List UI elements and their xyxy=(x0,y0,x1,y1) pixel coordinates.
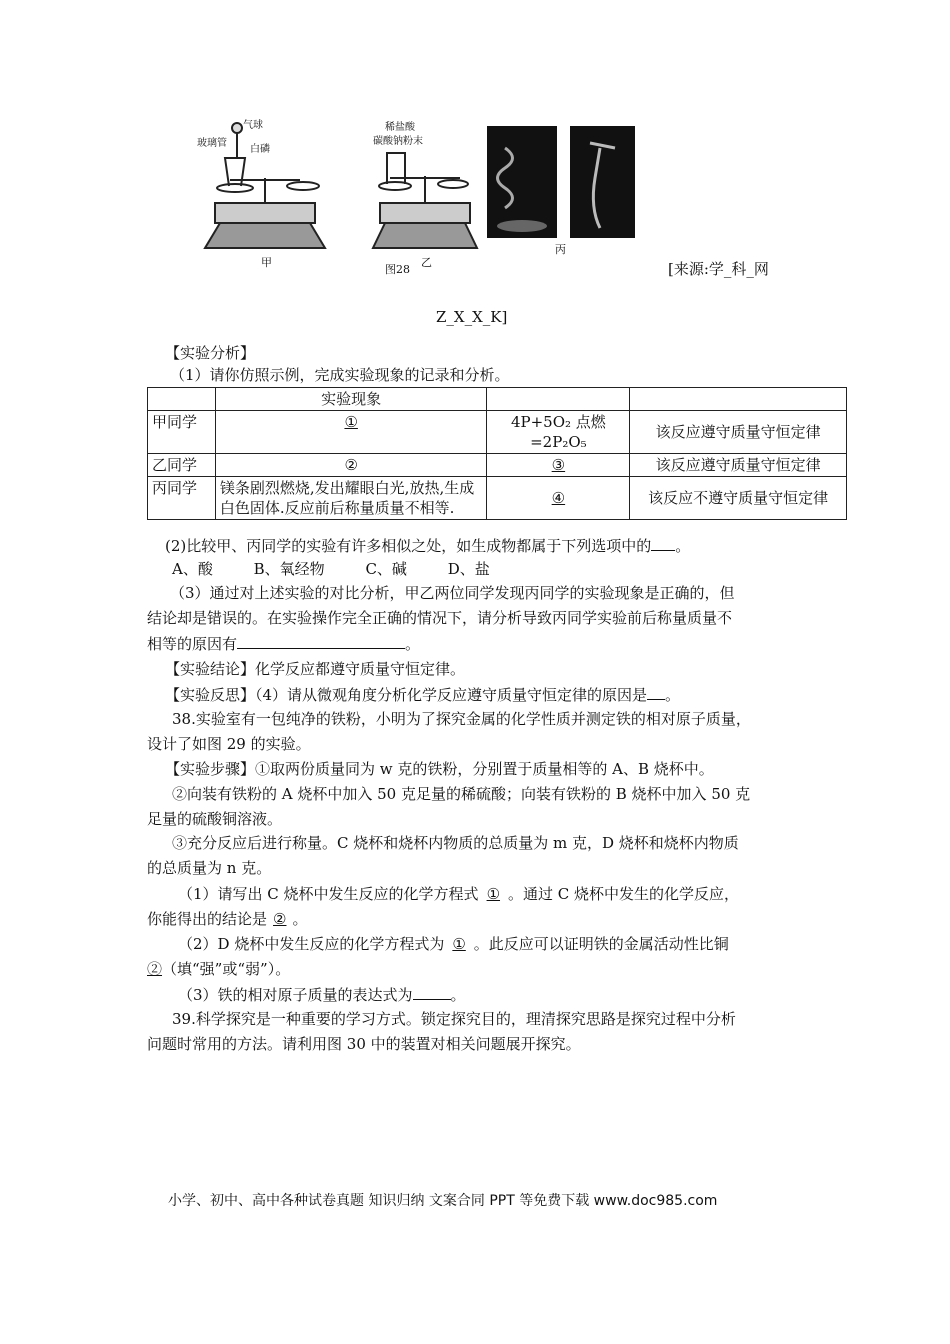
balance-yi xyxy=(373,153,477,248)
label-white-phosphorus: 白磷 xyxy=(250,144,270,155)
label-balloon: 气球 xyxy=(243,120,263,131)
answer-blank-4[interactable]: ④ xyxy=(551,489,566,507)
source-note-2: Z_X_X_K] xyxy=(436,308,508,326)
phenomenon-cell: 镁条剧烈燃烧,发出耀眼白光,放热,生成白色固体.反应前后称量质量不相等. xyxy=(215,477,487,520)
q38-step-3-line-1: ③充分反应后进行称量。C 烧杯和烧杯内物质的总质量为 m 克，D 烧杯和烧杯内物质 xyxy=(172,834,739,852)
figure-caption: 图28 xyxy=(385,263,410,276)
answer-blank-2[interactable]: ② xyxy=(344,456,358,474)
q38-sub-2-end: （填“强”或“弱”）。 xyxy=(162,960,291,978)
label-yi: 乙 xyxy=(421,256,432,269)
q38-sub-1-line-2 xyxy=(147,908,307,930)
q38-step-1: 【实验步骤】①取两份质量同为 w 克的铁粉，分别置于质量相等的 A、B 烧杯中。 xyxy=(165,760,714,778)
q38-sub-2-line-2 xyxy=(147,958,290,980)
question-3-line-1: （3）通过对上述实验的对比分析，甲乙两位同学发现丙同学的实验现象是正确的，但 xyxy=(170,584,735,602)
answer-blank-q3[interactable] xyxy=(237,632,405,649)
q38-step-3-line-2: 的总质量为 n 克。 xyxy=(147,859,272,877)
student-name: 丙同学 xyxy=(148,477,216,520)
q38-sub-1-end: 。 xyxy=(292,910,308,928)
question-2-end: 。 xyxy=(675,537,691,555)
option-d: D、盐 xyxy=(447,560,490,578)
question-3-end: 。 xyxy=(405,635,421,653)
q38-sub-2-text: （2）D 烧杯中发生反应的化学方程式为 xyxy=(178,935,445,953)
question-3-text: 相等的原因有 xyxy=(147,635,238,653)
reflection-text: 【实验反思】（4）请从微观角度分析化学反应遵守质量守恒定律的原因是 xyxy=(165,686,648,704)
q38-sub-1-text-3: 你能得出的结论是 xyxy=(147,910,268,928)
label-bing: 丙 xyxy=(555,243,566,256)
q38-sub-3-end: 。 xyxy=(450,986,466,1004)
label-glass-tube: 玻璃管 xyxy=(197,138,227,149)
q38-sub-3-text: （3）铁的相对原子质量的表达式为 xyxy=(178,986,413,1004)
answer-blank-3[interactable]: ③ xyxy=(551,456,566,474)
label-dilute-hcl: 稀盐酸 xyxy=(385,122,415,133)
conclusion-cell: 该反应遵守质量守恒定律 xyxy=(630,454,847,477)
student-name: 甲同学 xyxy=(148,411,216,454)
q39-line-2: 问题时常用的方法。请利用图 30 中的装置对相关问题展开探究。 xyxy=(147,1035,581,1053)
equation-cell: 4P+5O₂ 点燃 =2P₂O₅ xyxy=(487,411,630,454)
answer-blank-q4[interactable] xyxy=(647,683,665,700)
q38-sub-2 xyxy=(178,933,729,955)
q38-sub-2-text-2: 。此反应可以证明铁的金属活动性比铜 xyxy=(473,935,729,953)
q38-step-2-line-1: ②向装有铁粉的 A 烧杯中加入 50 克足量的稀硫酸；向装有铁粉的 B 烧杯中加入 50 克 xyxy=(172,785,751,803)
answer-blank-q38-1-1[interactable]: ① xyxy=(486,885,501,903)
label-sodium-carbonate: 碳酸钠粉末 xyxy=(373,136,423,147)
answer-blank-q38-2-2[interactable]: ② xyxy=(147,960,163,978)
student-name: 乙同学 xyxy=(148,454,216,477)
answer-blank-q2[interactable] xyxy=(651,534,675,551)
question-1: （1）请你仿照示例，完成实验现象的记录和分析。 xyxy=(170,366,510,384)
question-2 xyxy=(165,534,690,557)
option-b: B、氧经物 xyxy=(253,560,325,578)
figure-28 xyxy=(195,118,640,278)
q38-line-1: 38.实验室有一包纯净的铁粉，小明为了探究金属的化学性质并测定铁的相对原子质量， xyxy=(172,710,751,728)
question-3-line-2: 结论却是错误的。在实验操作完全正确的情况下，请分析导致丙同学实验前后称量质量不 xyxy=(147,609,733,627)
q38-sub-3 xyxy=(178,983,466,1006)
observation-table xyxy=(147,387,847,520)
label-jia: 甲 xyxy=(261,256,272,269)
answer-blank-q38-2-1[interactable]: ① xyxy=(452,935,466,953)
table-row xyxy=(148,411,847,454)
q38-sub-1 xyxy=(178,883,739,905)
photo-bing-2 xyxy=(570,126,635,238)
q38-sub-1-text: （1）请写出 C 烧杯中发生反应的化学方程式 xyxy=(178,885,479,903)
question-2-text: (2)比较甲、丙同学的实验有许多相似之处，如生成物都属于下列选项中的 xyxy=(165,537,652,555)
q38-sub-1-text-2: 。通过 C 烧杯中发生的化学反应， xyxy=(508,885,740,903)
experiment-conclusion: 【实验结论】化学反应都遵守质量守恒定律。 xyxy=(165,660,466,678)
source-note-1: [来源:学_科_网 xyxy=(668,260,769,278)
conclusion-cell: 该反应遵守质量守恒定律 xyxy=(630,411,847,454)
conclusion-cell: 该反应不遵守质量守恒定律 xyxy=(630,477,847,520)
answer-blank-q38-3[interactable] xyxy=(413,983,451,1000)
option-a: A、酸 xyxy=(172,560,213,578)
answer-blank-1[interactable]: ① xyxy=(344,413,358,431)
table-header-cell xyxy=(630,388,847,411)
table-row xyxy=(148,454,847,477)
q39-line-1: 39.科学探究是一种重要的学习方式。锁定探究目的，理清探究思路是探究过程中分析 xyxy=(172,1010,736,1028)
options-row xyxy=(172,558,490,580)
q38-step-2-line-2: 足量的硫酸铜溶液。 xyxy=(147,810,283,828)
option-c: C、碱 xyxy=(365,560,407,578)
table-header-cell xyxy=(487,388,630,411)
table-header-cell: 实验现象 xyxy=(215,388,487,411)
reflection-end: 。 xyxy=(665,686,681,704)
table-header-cell xyxy=(148,388,216,411)
table-row xyxy=(148,477,847,520)
table-header-row xyxy=(148,388,847,411)
page-footer: 小学、初中、高中各种试卷真题 知识归纳 文案合同 PPT 等免费下载 www.doc985.com xyxy=(168,1193,718,1209)
section-analysis: 【实验分析】 xyxy=(165,344,256,362)
question-3-line-3 xyxy=(147,632,420,655)
answer-blank-q38-1-2[interactable]: ② xyxy=(273,910,287,928)
q38-line-2: 设计了如图 29 的实验。 xyxy=(147,735,311,753)
experiment-reflection xyxy=(165,683,680,706)
